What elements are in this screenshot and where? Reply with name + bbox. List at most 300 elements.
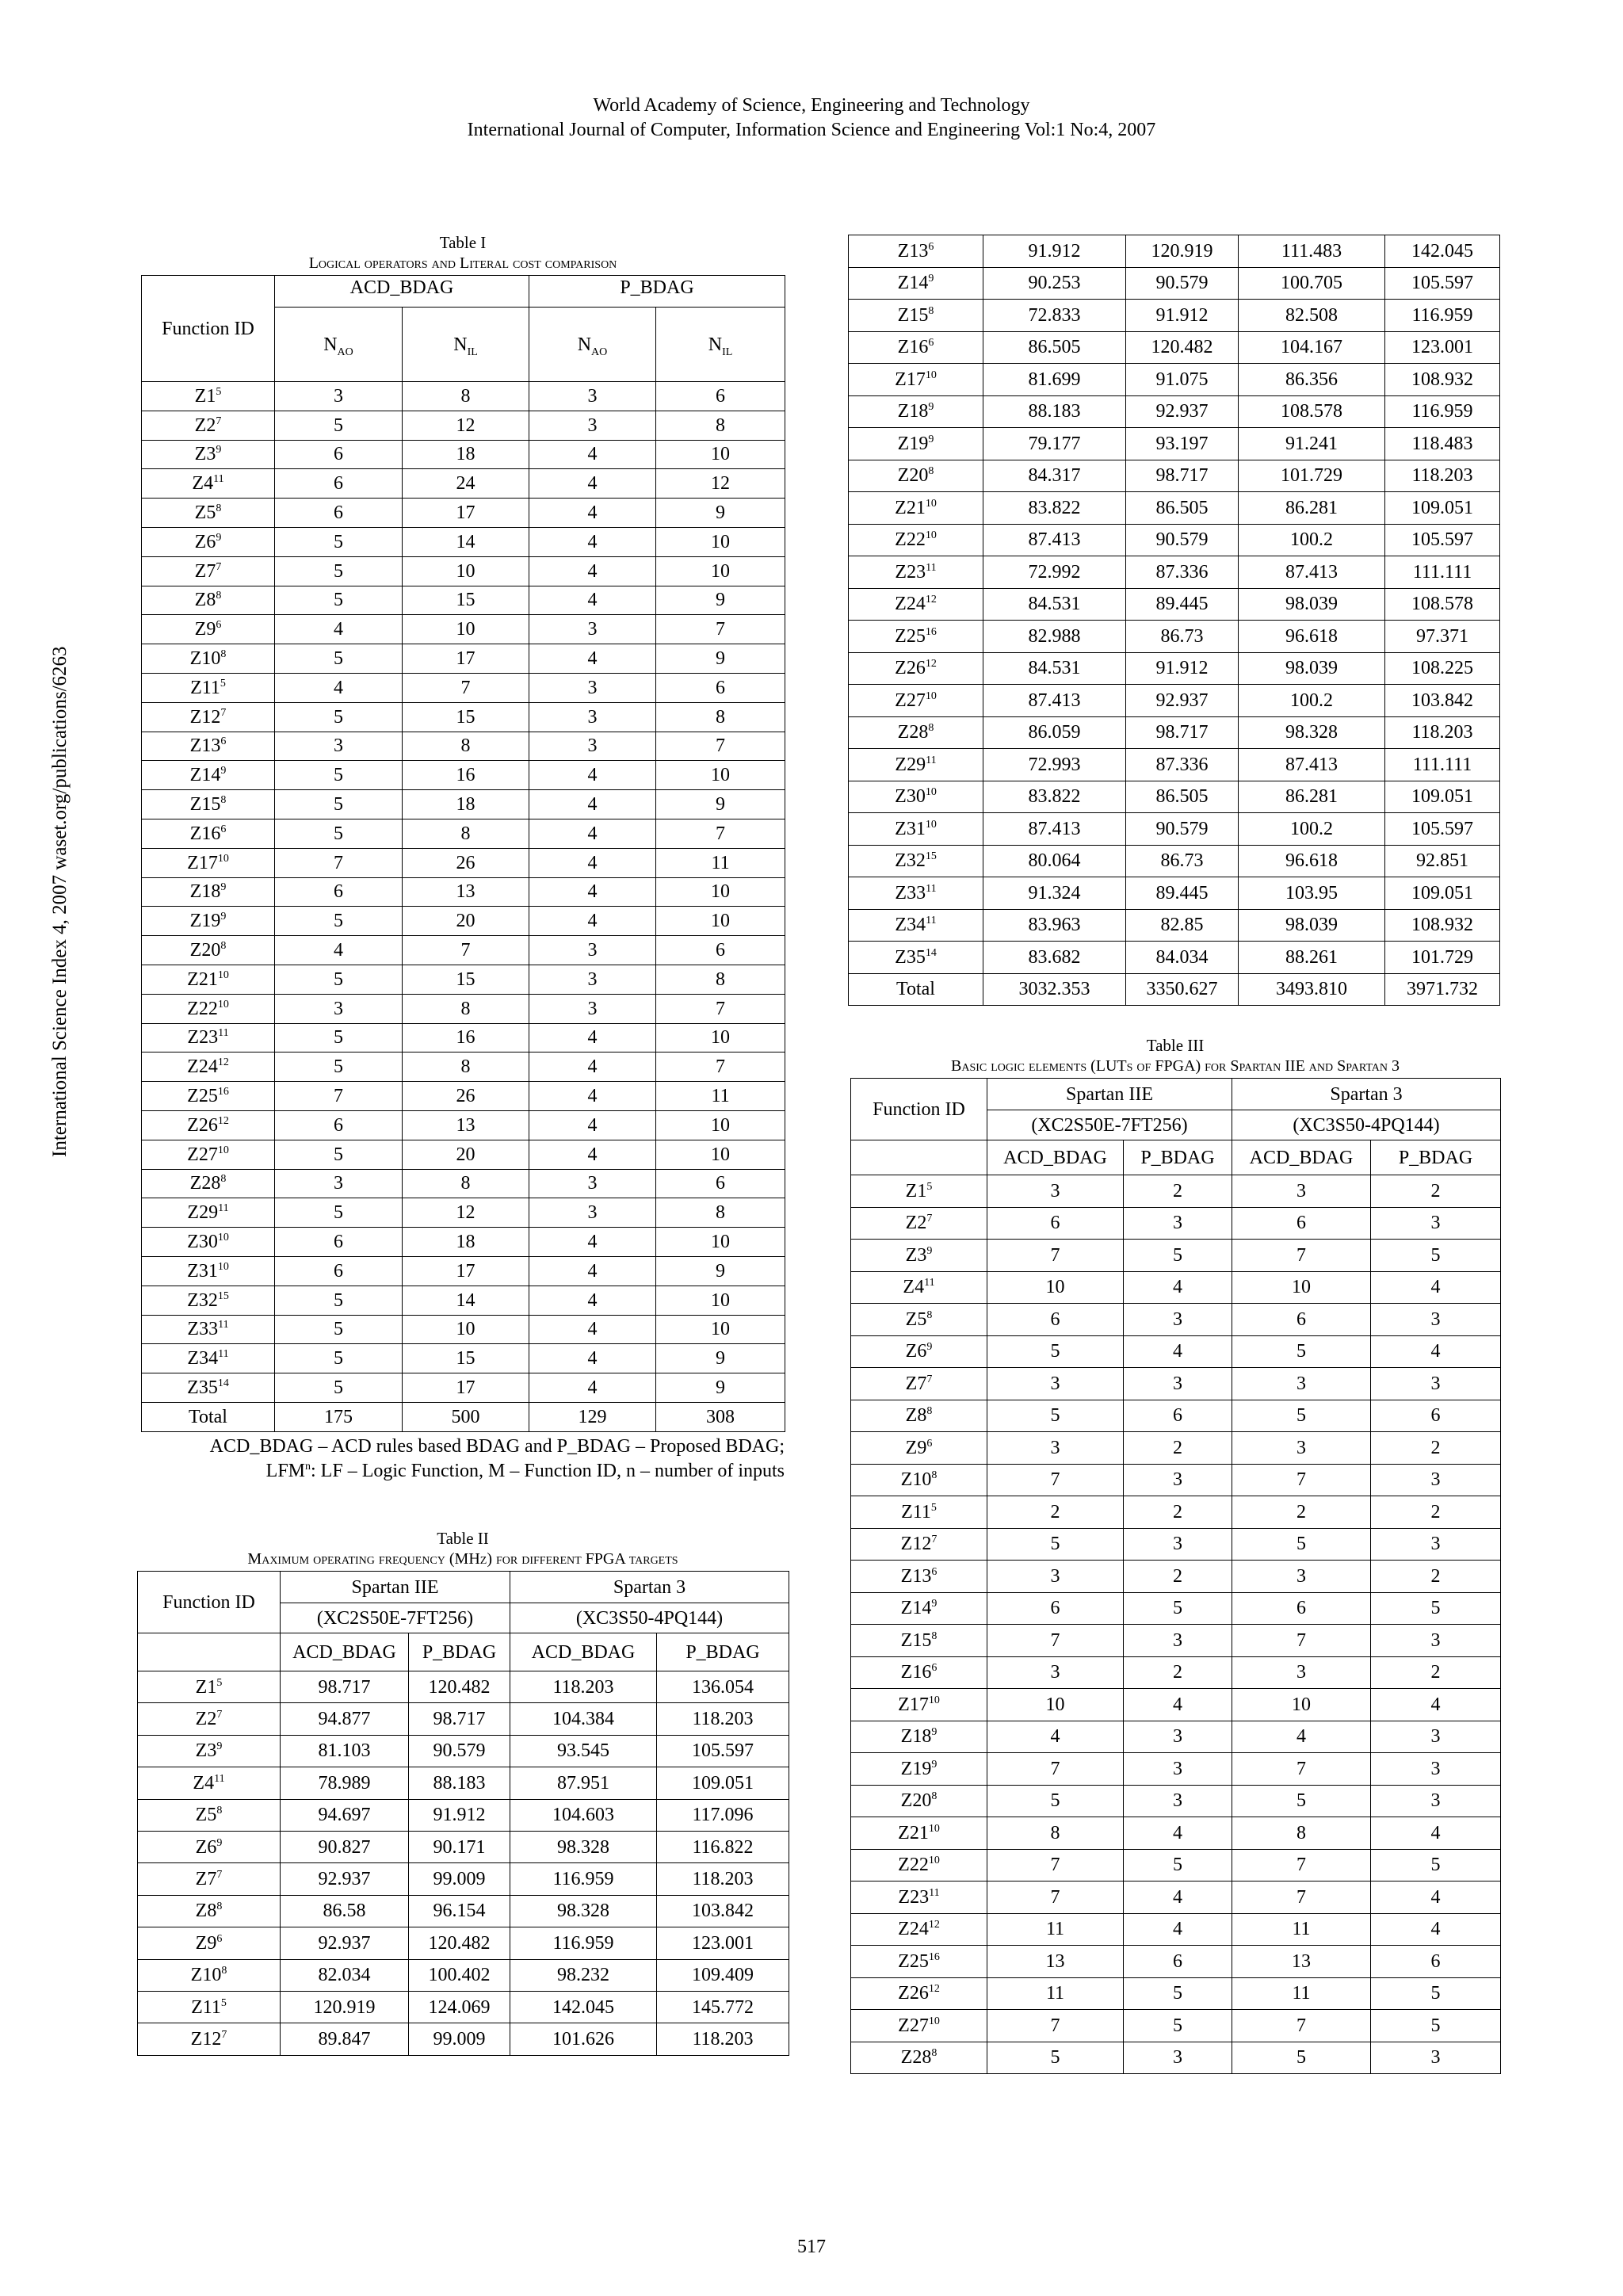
value-cell: 4 xyxy=(987,1721,1124,1753)
sidebar-index-text: International Science Index 4, 2007 waset.org/publications/6263 xyxy=(49,646,71,1157)
value-cell: 86.505 xyxy=(1126,492,1239,525)
value-cell: 24 xyxy=(403,469,529,499)
table-row xyxy=(851,1368,1501,1400)
value-cell: 4 xyxy=(1124,1817,1232,1850)
table-2-sub-acd: ACD_BDAG xyxy=(281,1633,409,1671)
value-cell: 14 xyxy=(403,527,529,556)
value-cell: 94.877 xyxy=(281,1703,409,1735)
value-cell: 10 xyxy=(656,1023,785,1052)
value-cell: 2 xyxy=(1124,1175,1232,1208)
value-cell: 7 xyxy=(1232,2010,1371,2042)
value-cell: 5 xyxy=(987,1335,1124,1368)
table-row xyxy=(142,1286,785,1315)
value-cell: 7 xyxy=(1232,1849,1371,1881)
value-cell: 5 xyxy=(1371,1849,1501,1881)
value-cell: 111.111 xyxy=(1385,556,1500,589)
value-cell: 5 xyxy=(1232,1785,1371,1817)
value-cell: 7 xyxy=(1232,1464,1371,1496)
table-row xyxy=(849,588,1500,621)
value-cell: 98.717 xyxy=(1126,716,1239,749)
value-cell: 4 xyxy=(529,1373,656,1403)
table-row xyxy=(851,1625,1501,1657)
value-cell: 92.937 xyxy=(1126,685,1239,717)
function-id-cell: $Z20^8$ xyxy=(142,936,275,965)
value-cell: 116.959 xyxy=(510,1927,657,1959)
table-row xyxy=(142,761,785,790)
value-cell: 3 xyxy=(1124,2042,1232,2074)
journal-line-2: International Journal of Computer, Information Science and Engineering Vol:1 No:4, 2007 xyxy=(467,120,1156,140)
value-cell: 3 xyxy=(529,965,656,994)
value-cell: 108.578 xyxy=(1239,395,1385,428)
table-row xyxy=(142,1052,785,1082)
value-cell: 9 xyxy=(656,644,785,674)
value-cell: 103.842 xyxy=(657,1895,789,1927)
value-cell: 109.409 xyxy=(657,1959,789,1991)
value-cell: 5 xyxy=(275,556,403,586)
value-cell: 3 xyxy=(275,1169,403,1198)
function-id-cell: $Z5^8$ xyxy=(851,1304,987,1336)
value-cell: 105.597 xyxy=(1385,267,1500,300)
value-cell: 86.58 xyxy=(281,1895,409,1927)
value-cell: 3 xyxy=(529,382,656,411)
function-id-cell: $Z11^5$ xyxy=(851,1496,987,1529)
table-row xyxy=(851,2010,1501,2042)
table-row xyxy=(138,1767,789,1799)
value-cell: 88.183 xyxy=(983,395,1126,428)
value-cell: 145.772 xyxy=(657,1991,789,2023)
table-3-caption: Basic logic elements (LUTs of FPGA) for Spartan IIE and Spartan 3 xyxy=(951,1057,1400,1075)
function-id-cell: $Z1^5$ xyxy=(142,382,275,411)
function-id-cell: $Z15^8$ xyxy=(851,1625,987,1657)
value-cell: 17 xyxy=(403,499,529,528)
value-cell: 10 xyxy=(1232,1271,1371,1304)
value-cell: 4 xyxy=(529,499,656,528)
table-row xyxy=(851,1304,1501,1336)
table-row xyxy=(851,1464,1501,1496)
function-id-cell: $Z24^{12}$ xyxy=(851,1913,987,1946)
value-cell: 6 xyxy=(1232,1592,1371,1625)
value-cell: 6 xyxy=(275,1228,403,1257)
value-cell: 81.103 xyxy=(281,1735,409,1767)
value-cell: 82.85 xyxy=(1126,909,1239,942)
function-id-cell: $Z34^{11}$ xyxy=(849,909,983,942)
value-cell: 10 xyxy=(656,440,785,469)
function-id-cell: $Z25^{16}$ xyxy=(849,621,983,653)
value-cell: 123.001 xyxy=(657,1927,789,1959)
table-row xyxy=(142,469,785,499)
value-cell: 86.356 xyxy=(1239,364,1385,396)
table-3-sub-acd: ACD_BDAG xyxy=(1232,1140,1371,1175)
value-cell: 5 xyxy=(275,1023,403,1052)
value-cell: 3 xyxy=(1371,1464,1501,1496)
value-cell: 4 xyxy=(1371,1271,1501,1304)
table-row xyxy=(851,1271,1501,1304)
table-row xyxy=(142,907,785,936)
function-id-cell: $Z21^{10}$ xyxy=(142,965,275,994)
function-id-cell: $Z13^6$ xyxy=(142,732,275,761)
value-cell: 108.225 xyxy=(1385,652,1500,685)
function-id-cell: $Z19^9$ xyxy=(849,428,983,460)
value-cell: 98.039 xyxy=(1239,652,1385,685)
table-row xyxy=(138,1671,789,1703)
value-cell: 17 xyxy=(403,1373,529,1403)
value-cell: 10 xyxy=(656,1286,785,1315)
value-cell: 20 xyxy=(403,907,529,936)
value-cell: 5 xyxy=(275,586,403,615)
value-cell: 8 xyxy=(403,994,529,1023)
function-id-cell: $Z19^9$ xyxy=(851,1753,987,1786)
value-cell: 120.482 xyxy=(409,1927,510,1959)
value-cell: 105.597 xyxy=(1385,813,1500,846)
value-cell: 4 xyxy=(529,848,656,877)
value-cell: 6 xyxy=(987,1592,1124,1625)
function-id-cell: $Z12^7$ xyxy=(851,1528,987,1561)
value-cell: 4 xyxy=(1371,1335,1501,1368)
value-cell: 3493.810 xyxy=(1239,973,1385,1006)
function-id-cell: $Z19^9$ xyxy=(142,907,275,936)
value-cell: 118.203 xyxy=(657,1703,789,1735)
table-row xyxy=(138,1927,789,1959)
value-cell: 78.989 xyxy=(281,1767,409,1799)
value-cell: 10 xyxy=(987,1271,1124,1304)
value-cell: 3032.353 xyxy=(983,973,1126,1006)
value-cell: 9 xyxy=(656,586,785,615)
table-2-head-spartan3-part: (XC3S50-4PQ144) xyxy=(510,1603,789,1633)
value-cell: 120.482 xyxy=(409,1671,510,1703)
value-cell: 3 xyxy=(275,994,403,1023)
value-cell: 5 xyxy=(275,1315,403,1344)
table-2-continued xyxy=(848,235,1500,1006)
table-row xyxy=(849,813,1500,846)
function-id-cell: $Z1^5$ xyxy=(138,1671,281,1703)
value-cell: 2 xyxy=(1232,1496,1371,1529)
value-cell: 4 xyxy=(529,1082,656,1111)
function-id-cell: $Z12^7$ xyxy=(138,2023,281,2055)
value-cell: 108.578 xyxy=(1385,588,1500,621)
value-cell: 11 xyxy=(656,1082,785,1111)
table-2-sub-pbdag: P_BDAG xyxy=(409,1633,510,1671)
value-cell: 4 xyxy=(529,1315,656,1344)
value-cell: 10 xyxy=(1232,1689,1371,1721)
value-cell: 80.064 xyxy=(983,845,1126,877)
value-cell: 91.324 xyxy=(983,877,1126,910)
function-id-cell: $Z26^{12}$ xyxy=(142,1110,275,1140)
value-cell: 18 xyxy=(403,1228,529,1257)
value-cell: 72.833 xyxy=(983,300,1126,332)
value-cell: 5 xyxy=(1371,1240,1501,1272)
table-row xyxy=(851,1721,1501,1753)
value-cell: 124.069 xyxy=(409,1991,510,2023)
function-id-cell: $Z8^8$ xyxy=(142,586,275,615)
value-cell: 87.413 xyxy=(983,685,1126,717)
table-row xyxy=(851,1817,1501,1850)
function-id-cell: $Z10^8$ xyxy=(142,644,275,674)
function-id-cell: $Z21^{10}$ xyxy=(849,492,983,525)
value-cell: 10 xyxy=(656,761,785,790)
value-cell: 12 xyxy=(403,1198,529,1228)
table-row xyxy=(851,1207,1501,1240)
value-cell: 3 xyxy=(275,382,403,411)
value-cell: 7 xyxy=(1232,1240,1371,1272)
value-cell: 7 xyxy=(403,673,529,702)
value-cell: 5 xyxy=(275,1052,403,1082)
function-id-cell: $Z23^{11}$ xyxy=(851,1881,987,1914)
table-3-block xyxy=(850,1035,1500,2074)
value-cell: 129 xyxy=(529,1402,656,1431)
value-cell: 3 xyxy=(987,1432,1124,1465)
value-cell: 84.531 xyxy=(983,652,1126,685)
value-cell: 136.054 xyxy=(657,1671,789,1703)
value-cell: 3 xyxy=(1371,1528,1501,1561)
function-id-cell: $Z34^{11}$ xyxy=(142,1344,275,1373)
value-cell: 82.988 xyxy=(983,621,1126,653)
table-row xyxy=(142,1198,785,1228)
value-cell: 98.039 xyxy=(1239,909,1385,942)
value-cell: 90.579 xyxy=(409,1735,510,1767)
function-id-cell: $Z28^8$ xyxy=(142,1169,275,1198)
value-cell: 86.73 xyxy=(1126,845,1239,877)
value-cell: 3 xyxy=(1124,1528,1232,1561)
value-cell: 91.241 xyxy=(1239,428,1385,460)
function-id-cell: $Z3^9$ xyxy=(851,1240,987,1272)
table-row xyxy=(849,621,1500,653)
function-id-cell: $Z27^{10}$ xyxy=(142,1140,275,1169)
table-row xyxy=(142,1344,785,1373)
value-cell: 3 xyxy=(1371,1721,1501,1753)
table-row xyxy=(142,1256,785,1286)
value-cell: 11 xyxy=(1232,1913,1371,1946)
table-row xyxy=(142,848,785,877)
value-cell: 82.034 xyxy=(281,1959,409,1991)
value-cell: 4 xyxy=(275,673,403,702)
value-cell: 4 xyxy=(1124,1913,1232,1946)
function-id-cell: $Z16^6$ xyxy=(142,819,275,848)
value-cell: 4 xyxy=(529,1256,656,1286)
table-row xyxy=(138,1959,789,1991)
value-cell: 5 xyxy=(1124,1592,1232,1625)
value-cell: 8 xyxy=(1232,1817,1371,1850)
function-id-cell: $Z28^8$ xyxy=(851,2042,987,2074)
table-row xyxy=(142,936,785,965)
table-1-head-nil: $N_{IL}$ xyxy=(403,308,529,382)
function-id-cell: $Z5^8$ xyxy=(138,1799,281,1831)
table-row xyxy=(849,685,1500,717)
value-cell: 3 xyxy=(529,1198,656,1228)
table-3-head-spartan2e-part: (XC2S50E-7FT256) xyxy=(987,1110,1232,1140)
value-cell: 83.682 xyxy=(983,942,1126,974)
value-cell: 500 xyxy=(403,1402,529,1431)
function-id-cell: $Z29^{11}$ xyxy=(142,1198,275,1228)
table-3-sub-acd: ACD_BDAG xyxy=(987,1140,1124,1175)
table-row xyxy=(138,1831,789,1862)
value-cell: 2 xyxy=(1371,1496,1501,1529)
function-id-cell: $Z4^{11}$ xyxy=(851,1271,987,1304)
function-id-cell: $Z16^6$ xyxy=(851,1656,987,1689)
value-cell: 117.096 xyxy=(657,1799,789,1831)
value-cell: 7 xyxy=(987,2010,1124,2042)
value-cell: 5 xyxy=(275,790,403,819)
function-id-cell: $Z12^7$ xyxy=(142,702,275,732)
value-cell: 4 xyxy=(529,469,656,499)
value-cell: 93.197 xyxy=(1126,428,1239,460)
value-cell: 3 xyxy=(1371,1304,1501,1336)
value-cell: 5 xyxy=(275,527,403,556)
value-cell: 15 xyxy=(403,965,529,994)
value-cell: 5 xyxy=(987,1400,1124,1432)
value-cell: 3 xyxy=(1124,1207,1232,1240)
value-cell: 4 xyxy=(1371,1913,1501,1946)
value-cell: 4 xyxy=(529,1228,656,1257)
value-cell: 8 xyxy=(656,702,785,732)
value-cell: 111.111 xyxy=(1385,749,1500,781)
value-cell: 11 xyxy=(987,1977,1124,2010)
value-cell: 4 xyxy=(1124,1881,1232,1914)
value-cell: 4 xyxy=(1232,1721,1371,1753)
value-cell: 3 xyxy=(529,615,656,644)
value-cell: 118.203 xyxy=(510,1671,657,1703)
table-row xyxy=(849,749,1500,781)
function-id-cell: $Z21^{10}$ xyxy=(851,1817,987,1850)
table-2-head-spartan2e-part: (XC2S50E-7FT256) xyxy=(281,1603,510,1633)
function-id-cell: $Z26^{12}$ xyxy=(851,1977,987,2010)
function-id-cell: $Z18^9$ xyxy=(849,395,983,428)
value-cell: 7 xyxy=(987,1625,1124,1657)
function-id-cell: Total xyxy=(849,973,983,1006)
value-cell: 3 xyxy=(1124,1721,1232,1753)
value-cell: 93.545 xyxy=(510,1735,657,1767)
value-cell: 7 xyxy=(1232,1625,1371,1657)
value-cell: 15 xyxy=(403,586,529,615)
value-cell: 2 xyxy=(1371,1561,1501,1593)
value-cell: 2 xyxy=(1124,1432,1232,1465)
value-cell: 4 xyxy=(275,936,403,965)
value-cell: 118.483 xyxy=(1385,428,1500,460)
value-cell: 13 xyxy=(987,1946,1124,1978)
value-cell: 7 xyxy=(987,1881,1124,1914)
value-cell: 10 xyxy=(656,877,785,907)
value-cell: 13 xyxy=(1232,1946,1371,1978)
value-cell: 12 xyxy=(403,411,529,440)
table-row xyxy=(849,331,1500,364)
value-cell: 4 xyxy=(529,1110,656,1140)
value-cell: 4 xyxy=(529,440,656,469)
function-id-cell: $Z6^9$ xyxy=(142,527,275,556)
value-cell: 98.717 xyxy=(409,1703,510,1735)
function-id-cell: $Z8^8$ xyxy=(851,1400,987,1432)
value-cell: 7 xyxy=(987,1240,1124,1272)
table-1-head-acd: ACD_BDAG xyxy=(275,276,529,308)
value-cell: 96.154 xyxy=(409,1895,510,1927)
value-cell: 5 xyxy=(275,411,403,440)
value-cell: 98.717 xyxy=(1126,460,1239,492)
value-cell: 88.183 xyxy=(409,1767,510,1799)
value-cell: 5 xyxy=(1232,1528,1371,1561)
table-1 xyxy=(141,275,785,1432)
function-id-cell: $Z13^6$ xyxy=(851,1561,987,1593)
value-cell: 123.001 xyxy=(1385,331,1500,364)
value-cell: 92.937 xyxy=(281,1927,409,1959)
value-cell: 7 xyxy=(987,1849,1124,1881)
value-cell: 13 xyxy=(403,1110,529,1140)
table-row xyxy=(851,1849,1501,1881)
value-cell: 11 xyxy=(987,1913,1124,1946)
value-cell: 10 xyxy=(656,907,785,936)
table-row xyxy=(849,877,1500,910)
value-cell: 118.203 xyxy=(657,2023,789,2055)
value-cell: 16 xyxy=(403,761,529,790)
function-id-cell: $Z35^{14}$ xyxy=(142,1373,275,1403)
value-cell: 120.919 xyxy=(281,1991,409,2023)
table-row xyxy=(849,973,1500,1006)
value-cell: 6 xyxy=(1371,1400,1501,1432)
value-cell: 7 xyxy=(656,994,785,1023)
table-3-sub-pbdag: P_BDAG xyxy=(1371,1140,1501,1175)
table-row xyxy=(142,1082,785,1111)
value-cell: 4 xyxy=(529,1052,656,1082)
table-2-caption: Maximum operating frequency (MHz) for different FPGA targets xyxy=(247,1550,678,1568)
value-cell: 5 xyxy=(275,1344,403,1373)
table-row xyxy=(142,411,785,440)
value-cell: 118.203 xyxy=(1385,460,1500,492)
value-cell: 116.959 xyxy=(1385,395,1500,428)
value-cell: 92.937 xyxy=(281,1863,409,1895)
value-cell: 8 xyxy=(403,732,529,761)
value-cell: 10 xyxy=(656,1228,785,1257)
value-cell: 101.729 xyxy=(1239,460,1385,492)
value-cell: 97.371 xyxy=(1385,621,1500,653)
value-cell: 6 xyxy=(656,1169,785,1198)
value-cell: 105.597 xyxy=(657,1735,789,1767)
value-cell: 98.039 xyxy=(1239,588,1385,621)
value-cell: 7 xyxy=(1232,1753,1371,1786)
table-row xyxy=(142,965,785,994)
function-id-cell: $Z20^8$ xyxy=(851,1785,987,1817)
value-cell: 116.959 xyxy=(1385,300,1500,332)
page-header xyxy=(0,94,1623,143)
function-id-cell: $Z23^{11}$ xyxy=(142,1023,275,1052)
value-cell: 87.336 xyxy=(1126,749,1239,781)
value-cell: 83.963 xyxy=(983,909,1126,942)
value-cell: 4 xyxy=(1124,1689,1232,1721)
value-cell: 5 xyxy=(275,1373,403,1403)
value-cell: 103.842 xyxy=(1385,685,1500,717)
table-row xyxy=(142,1023,785,1052)
value-cell: 79.177 xyxy=(983,428,1126,460)
table-row xyxy=(849,300,1500,332)
table-2-head-function: Function ID xyxy=(138,1572,281,1633)
value-cell: 101.729 xyxy=(1385,942,1500,974)
table-row xyxy=(851,1561,1501,1593)
value-cell: 87.413 xyxy=(1239,556,1385,589)
value-cell: 11 xyxy=(1232,1977,1371,2010)
function-id-cell: $Z9^6$ xyxy=(142,615,275,644)
value-cell: 6 xyxy=(987,1304,1124,1336)
value-cell: 4 xyxy=(529,877,656,907)
value-cell: 6 xyxy=(275,1256,403,1286)
table-3-title: Table III xyxy=(1146,1036,1205,1055)
function-id-cell: $Z2^7$ xyxy=(142,411,275,440)
table-row xyxy=(138,1991,789,2023)
function-id-cell: $Z4^{11}$ xyxy=(138,1767,281,1799)
function-id-cell: $Z6^9$ xyxy=(851,1335,987,1368)
function-id-cell: $Z31^{10}$ xyxy=(849,813,983,846)
value-cell: 5 xyxy=(1232,1335,1371,1368)
value-cell: 6 xyxy=(275,1110,403,1140)
value-cell: 5 xyxy=(1371,1977,1501,2010)
function-id-cell: $Z6^9$ xyxy=(138,1831,281,1862)
value-cell: 5 xyxy=(275,965,403,994)
function-id-cell: $Z4^{11}$ xyxy=(142,469,275,499)
